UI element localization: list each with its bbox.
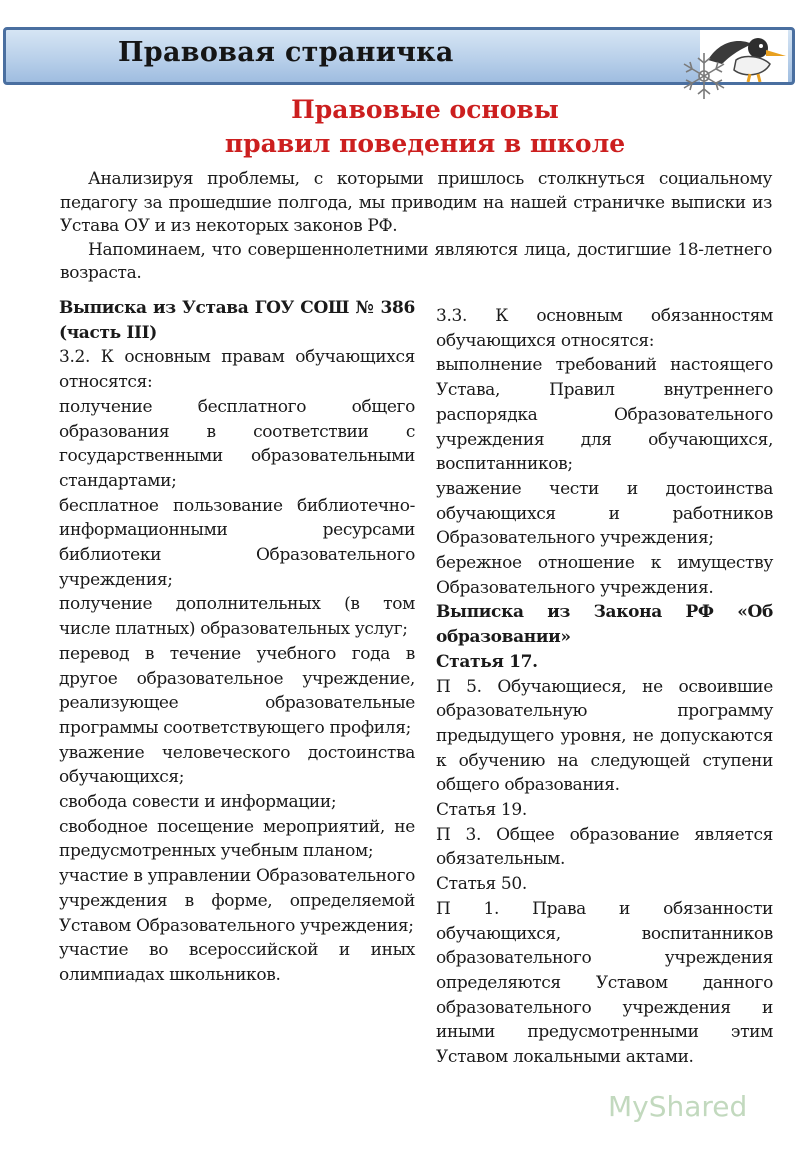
- left-paragraph: бесплатное пользование библиотечно-информационными ресурсами библиотеки Образовательного учреждения;: [59, 495, 415, 590]
- intro-paragraph: Напоминаем, что совершеннолетними являются лица, достигшие 18-летнего возраста.: [60, 239, 772, 283]
- right-paragraph: уважение чести и достоинства обучающихся и работников Образовательного учреждения;: [436, 478, 773, 549]
- right-paragraph: П 3. Общее образование является обязательным.: [436, 824, 773, 870]
- right-paragraph: П 1. Права и обязанности обучающихся, воспитанников образовательного учреждения определяются Уставом данного образовательного учреждения и иными предусмотренными этим Уставом локальными актами.: [436, 898, 773, 1068]
- left-paragraph: перевод в течение учебного года в другое образовательное учреждение, реализующее образовательные программы соответствующего профиля;: [59, 643, 415, 738]
- article-heading: Статья 19.: [436, 800, 527, 821]
- intro-paragraph: Анализируя проблемы, с которыми пришлось столкнуться социальному педагогу за прошедшие полгода, мы приводим на нашей страничке выписки из Устава ОУ и из некоторых законов РФ.: [60, 169, 772, 236]
- right-paragraph: выполнение требований настоящего Устава, Правил внутреннего распорядка Образовательного учреждения для обучающихся, воспитанников;: [436, 355, 773, 475]
- article-heading: Статья 50.: [436, 874, 527, 895]
- left-paragraph: участие во всероссийской и иных олимпиадах школьников.: [59, 940, 415, 985]
- main-title-line1: Правовые основы: [291, 95, 559, 124]
- left-column-heading: Выписка из Устава ГОУ СОШ № 386 (часть III): [59, 298, 415, 343]
- left-paragraph: получение бесплатного общего образования в соответствии с государственными образовательными стандартами;: [59, 396, 415, 491]
- left-paragraph: участие в управлении Образовательного учреждения в форме, определяемой Уставом Образовательного учреждения;: [59, 866, 415, 936]
- left-paragraph: уважение человеческого достоинства обучающихся;: [59, 742, 415, 788]
- right-paragraph: П 5. Обучающиеся, не освоившие образовательную программу предыдущего уровня, не допускаются к обучению на следующей ступени общего образования.: [436, 676, 773, 796]
- header-title: Правовая страничка: [118, 37, 454, 68]
- header-banner: [3, 27, 795, 85]
- right-paragraph: 3.3. К основным обязанностям обучающихся относятся:: [436, 306, 773, 351]
- left-paragraph: 3.2. К основным правам обучающихся относятся:: [59, 347, 415, 393]
- left-paragraph: свободное посещение мероприятий, не предусмотренных учебным планом;: [59, 816, 415, 862]
- watermark-logo: MyShared: [608, 1090, 748, 1123]
- left-paragraph: получение дополнительных (в том числе платных) образовательных услуг;: [59, 594, 415, 640]
- right-column: [436, 304, 773, 1070]
- left-column: [59, 296, 415, 988]
- main-title-line2: правил поведения в школе: [224, 129, 626, 158]
- left-paragraph: свобода совести и информации;: [59, 792, 337, 813]
- right-paragraph: бережное отношение к имуществу Образовательного учреждения.: [436, 553, 773, 598]
- article-heading: Статья 17.: [436, 651, 538, 672]
- intro-text: [60, 168, 772, 286]
- law-heading: Выписка из Закона РФ «Об образовании»: [436, 602, 773, 648]
